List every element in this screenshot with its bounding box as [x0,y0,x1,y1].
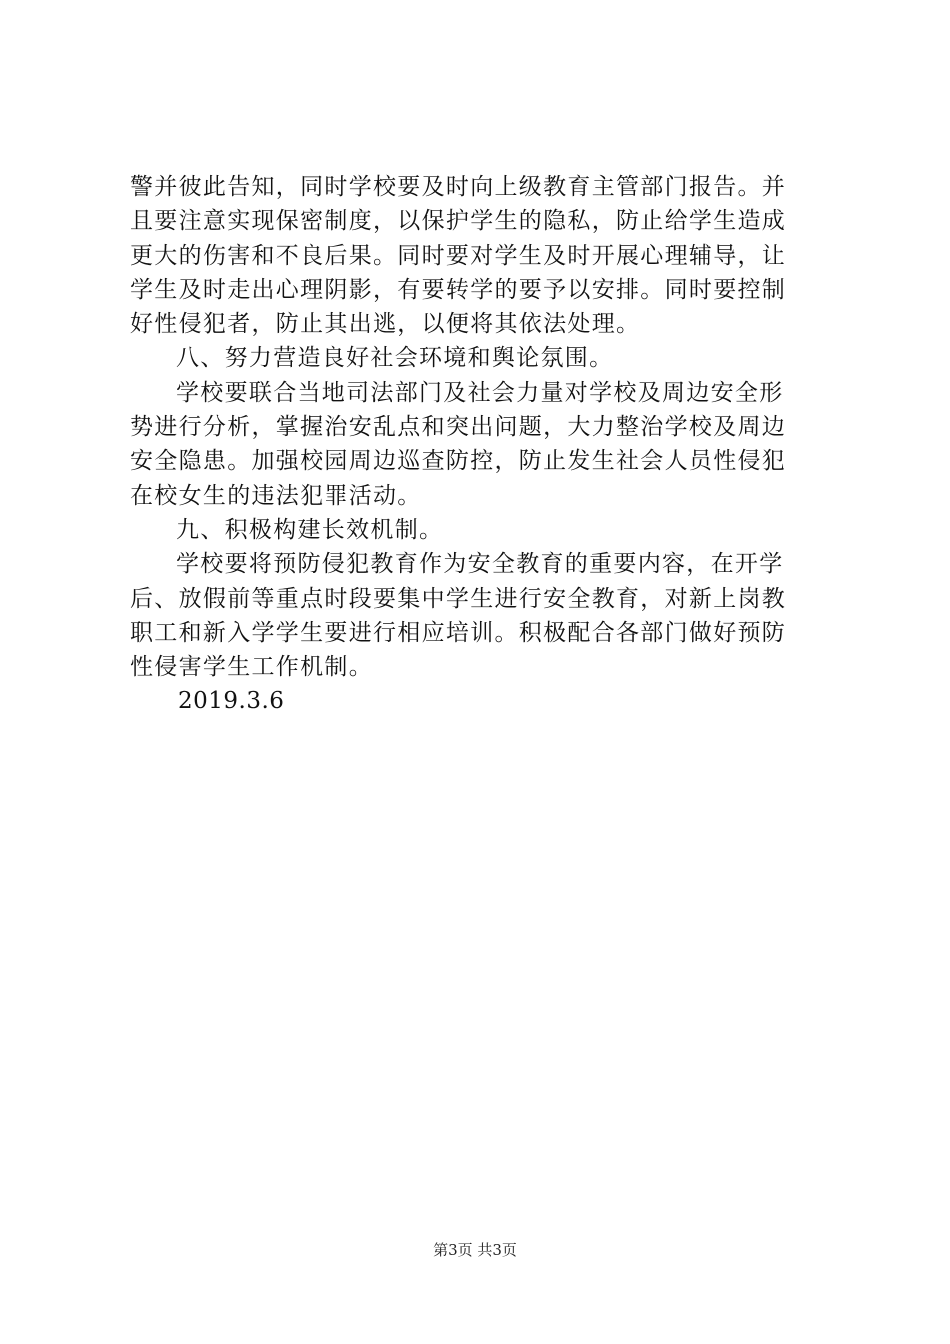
text-line: 性侵害学生工作机制。 [130,654,373,681]
page-number-footer: 第3页 共3页 [433,1241,517,1259]
text-line: 好性侵犯者，防止其出逃，以便将其依法处理。 [130,311,641,338]
section-heading-8: 八、努力营造良好社会环境和舆论氛围。 [176,345,614,372]
text-line: 更大的伤害和不良后果。同时要对学生及时开展心理辅导，让 [130,242,787,269]
text-line: 安全隐患。加强校园周边巡查防控，防止发生社会人员性侵犯 [130,448,787,475]
text-line: 学生及时走出心理阴影，有要转学的要予以安排。同时要控制 [130,276,787,303]
text-line: 势进行分析，掌握治安乱点和突出问题，大力整治学校及周边 [130,414,787,441]
section-heading-9: 九、积极构建长效机制。 [176,516,444,543]
text-line: 学校要联合当地司法部门及社会力量对学校及周边安全形 [176,379,784,406]
text-line: 后、放假前等重点时段要集中学生进行安全教育，对新上岗教 [130,585,787,612]
text-line: 学校要将预防侵犯教育作为安全教育的重要内容，在开学 [176,551,784,578]
document-body [130,170,830,719]
document-date: 2019.3.6 [178,688,285,715]
text-line: 在校女生的违法犯罪活动。 [130,482,422,509]
text-line: 警并彼此告知，同时学校要及时向上级教育主管部门报告。并 [130,174,787,200]
text-line: 且要注意实现保密制度，以保护学生的隐私，防止给学生造成 [130,208,787,235]
text-line: 职工和新入学学生要进行相应培训。积极配合各部门做好预防 [130,619,787,646]
